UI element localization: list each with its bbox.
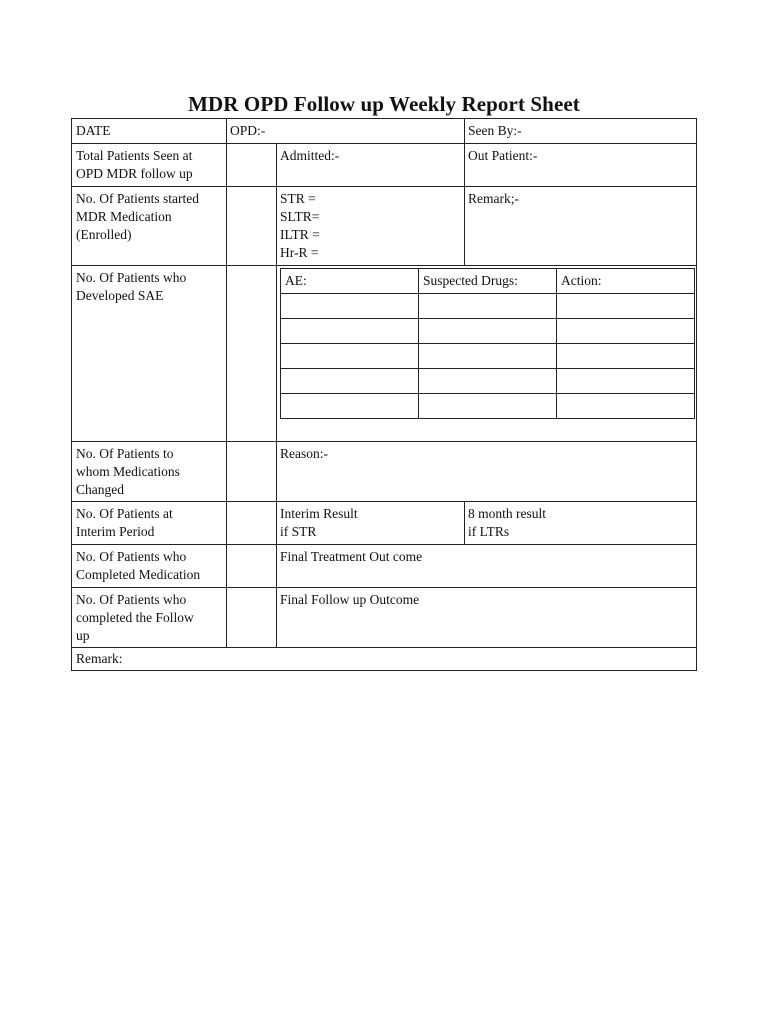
row-divider: [72, 265, 696, 266]
suspected-drugs-cell[interactable]: [419, 319, 557, 344]
final-followup-field: Final Follow up Outcome: [280, 592, 420, 607]
developed-sae-label: No. Of Patients who Developed SAE: [76, 270, 187, 303]
suspected-drugs-cell[interactable]: [419, 369, 557, 394]
ae-cell[interactable]: [281, 319, 419, 344]
regimen-counts: STR = SLTR= ILTR = Hr-R =: [280, 191, 320, 260]
column-divider: [226, 119, 227, 647]
remark-field: Remark;-: [468, 191, 519, 206]
column-divider: [464, 119, 465, 143]
ae-cell[interactable]: [281, 369, 419, 394]
sae-entry-row: [281, 294, 695, 319]
ae-cell[interactable]: [281, 294, 419, 319]
sae-entry-row: [281, 369, 695, 394]
action-cell[interactable]: [557, 319, 695, 344]
ae-cell[interactable]: [281, 344, 419, 369]
medications-changed-label: No. Of Patients to whom Medications Changed: [76, 446, 180, 497]
date-label: DATE: [76, 123, 111, 138]
reason-field: Reason:-: [280, 446, 328, 461]
report-table: [71, 118, 697, 671]
final-treatment-field: Final Treatment Out come: [280, 549, 423, 564]
suspected-drugs-cell[interactable]: [419, 294, 557, 319]
admitted-field: Admitted:-: [280, 148, 340, 163]
started-medication-label: No. Of Patients started MDR Medication (Enrolled): [76, 191, 199, 242]
row-divider: [72, 143, 696, 144]
suspected-drugs-cell[interactable]: [419, 394, 557, 419]
sae-entry-row: [281, 319, 695, 344]
total-patients-label: Total Patients Seen at OPD MDR follow up: [76, 148, 193, 181]
interim-period-label: No. Of Patients at Interim Period: [76, 506, 173, 539]
row-divider: [72, 544, 696, 545]
ae-cell[interactable]: [281, 394, 419, 419]
sae-header-row: [281, 269, 695, 294]
eight-month-result-field: 8 month result if LTRs: [468, 506, 546, 539]
suspected-drugs-header: Suspected Drugs:: [419, 269, 557, 294]
action-cell[interactable]: [557, 369, 695, 394]
completed-medication-label: No. Of Patients who Completed Medication: [76, 549, 201, 582]
row-divider: [72, 186, 696, 187]
seen-by-label: Seen By:-: [468, 123, 522, 138]
row-divider: [72, 501, 696, 502]
opd-label: OPD:-: [230, 123, 266, 138]
sae-table: [280, 268, 695, 419]
action-cell[interactable]: [557, 294, 695, 319]
suspected-drugs-cell[interactable]: [419, 344, 557, 369]
column-divider: [464, 143, 465, 265]
ae-header: AE:: [281, 269, 419, 294]
column-divider: [276, 143, 277, 647]
action-cell[interactable]: [557, 394, 695, 419]
action-cell[interactable]: [557, 344, 695, 369]
footer-remark-label: Remark:: [76, 651, 123, 666]
row-divider: [72, 441, 696, 442]
completed-followup-label: No. Of Patients who completed the Follow up: [76, 592, 194, 643]
page-title: MDR OPD Follow up Weekly Report Sheet: [188, 92, 580, 116]
row-divider: [72, 647, 696, 648]
action-header: Action:: [557, 269, 695, 294]
out-patient-field: Out Patient:-: [468, 148, 538, 163]
sae-entry-row: [281, 344, 695, 369]
interim-result-field: Interim Result if STR: [280, 506, 358, 539]
column-divider: [464, 501, 465, 544]
row-divider: [72, 587, 696, 588]
sae-entry-row: [281, 394, 695, 419]
